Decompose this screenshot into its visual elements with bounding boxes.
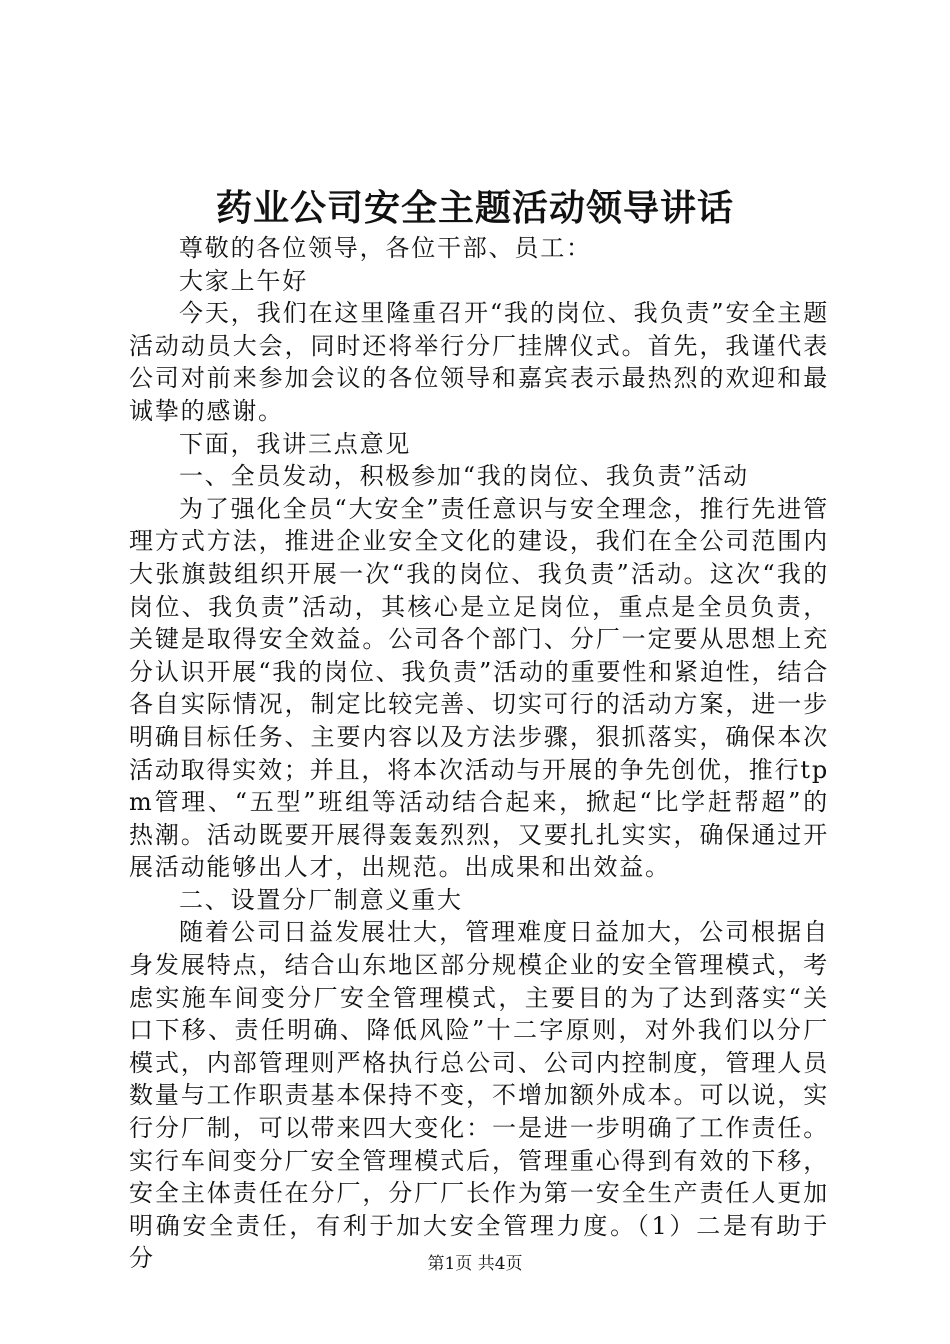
- section-heading-2: 二、设置分厂制意义重大: [179, 885, 463, 914]
- paragraph-opening: 今天，我们在这里隆重召开“我的岗位、我负责”安全主题活动动员大会，同时还将举行分厂挂牌仪式。首先，我谨代表公司对前来参加会议的各位领导和嘉宾表示最热烈的欢迎和最诚挚的感谢。: [129, 299, 829, 425]
- paragraph-salutation: 尊敬的各位领导，各位干部、员工：: [179, 234, 592, 262]
- paragraph-greeting: 大家上午好: [179, 266, 308, 295]
- document-title: 药业公司安全主题活动领导讲话: [215, 187, 734, 229]
- paragraph-section-1: 为了强化全员“大安全”责任意识与安全理念，推行先进管理方式方法，推进企业安全文化的建设，我们在全公司范围内大张旗鼓组织开展一次“我的岗位、我负责”活动。这次“我的岗位、我负责”活动，其核心是立足岗位，重点是全员负责，关键是取得安全效益。公司各个部门、分厂一定要从思想上充分认识开展“我的岗位、我负责”活动的重要性和紧迫性，结合各自实际情况，制定比较完善、切实可行的活动方案，进一步明确目标任务、主要内容以及方法步骤，狠抓落实，确保本次活动取得实效；并且，将本次活动与开展的争先创优，推行tpm管理、“五型”班组等活动结合起来，掀起“比学赶帮超”的热潮。活动既要开展得轰轰烈烈，又要扎扎实实，确保通过开展活动能够出人才，出规范。出成果和出效益。: [129, 494, 829, 882]
- paragraph-intro-points: 下面，我讲三点意见: [179, 429, 412, 458]
- page-footer: 第1页 共4页: [427, 1254, 523, 1274]
- section-heading-1: 一、全员发动，积极参加“我的岗位、我负责”活动: [179, 462, 749, 491]
- document-body: [129, 232, 829, 1275]
- paragraph-section-2: 随着公司日益发展壮大，管理难度日益加大，公司根据自身发展特点，结合山东地区部分规模企业的安全管理模式，考虑实施车间变分厂安全管理模式，主要目的为了达到落实“关口下移、责任明确、降低风险”十二字原则，对外我们以分厂模式，内部管理则严格执行总公司、公司内控制度，管理人员数量与工作职责基本保持不变，不增加额外成本。可以说，实行分厂制，可以带来四大变化：一是进一步明确了工作责任。实行车间变分厂安全管理模式后，管理重心得到有效的下移，安全主体责任在分厂，分厂厂长作为第一安全生产责任人更加明确安全责任，有利于加大安全管理力度。（1）二是有助于分: [129, 918, 829, 1273]
